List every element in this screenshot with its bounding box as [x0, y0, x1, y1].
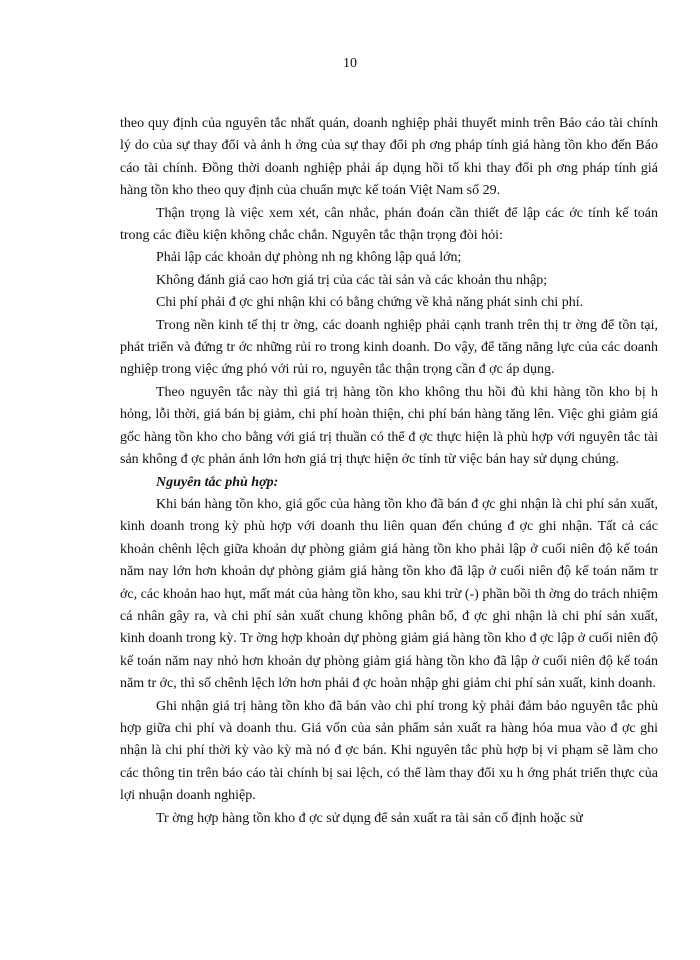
list-item: Phải lập các khoản dự phòng nh ng không lập quá lớn;: [156, 250, 462, 266]
paragraph: Theo nguyên tắc này thì giá trị hàng tồn kho không thu hồi đủ khi hàng tồn kho bị h hỏng, lỗi thời, giá bán bị giảm, chi phí hoàn thiện, chi phí bán hàng tăng lên. Việc ghi giảm giá gốc hàng tồn kho cho bằng với giá trị thuần có thể đ ợc thực hiện là phù hợp với nguyên tắc tài sản không đ ợc phản ánh lớn hơn giá trị thực hiện ớc tính từ việc bán hay sử dụng chúng.: [120, 384, 658, 468]
section-heading: Nguyên tắc phù hợp:: [156, 474, 279, 490]
paragraph: Khi bán hàng tồn kho, giá gốc của hàng tồn kho đã bán đ ợc ghi nhận là chi phí sản xuất, kinh doanh trong kỳ phù hợp với doanh thu liên quan đến chúng đ ợc ghi nhận. Tất cả các khoản chênh lệch giữa khoản dự phòng giảm giá hàng tồn kho phải lập ở cuối niên độ kế toán năm nay lớn hơn khoản dự phòng giảm giá hàng tồn kho đã lập ở cuối niên độ kế toán năm tr ớc, các khoản hao hụt, mất mát của hàng tồn kho, sau khi trừ (-) phần bồi th ờng do trách nhiệm cá nhân gây ra, và chi phí sản xuất chung không phân bổ, đ ợc ghi nhận là chi phí sản xuất, kinh doanh trong kỳ. Tr ờng hợp khoản dự phòng giảm giá hàng tồn kho đ ợc lập ở cuối niên độ kế toán năm nay nhỏ hơn khoản dự phòng giảm giá hàng tồn kho đã lập ở cuối niên độ kế toán năm tr ớc, thì số chênh lệch lớn hơn phải đ ợc hoàn nhập ghi giảm chi phí sản xuất, kinh doanh.: [120, 496, 658, 692]
page-number: 10: [343, 56, 357, 71]
list-item: Không đánh giá cao hơn giá trị của các tài sản và các khoản thu nhập;: [156, 272, 548, 288]
paragraph: Trong nền kinh tế thị tr ờng, các doanh nghiệp phải cạnh tranh trên thị tr ờng để tồn tại, phát triển và đứng tr ớc những rủi ro trong kinh doanh. Do vậy, để tăng năng lực của các doanh nghiệp trong việc ứng phó với rủi ro, nguyên tắc thận trọng cần đ ợc áp dụng.: [120, 317, 658, 378]
body-text: [120, 113, 658, 830]
paragraph: Thận trọng là việc xem xét, cân nhắc, phán đoán cần thiết để lập các ớc tính kế toán trong các điều kiện không chắc chắn. Nguyên tắc thận trọng đòi hỏi:: [120, 205, 658, 244]
paragraph: Ghi nhận giá trị hàng tồn kho đã bán vào chi phí trong kỳ phải đảm bảo nguyên tắc phù hợp giữa chi phí và doanh thu. Giá vốn của sản phẩm sản xuất ra hàng hóa mua vào đ ợc ghi nhận là chi phí thời kỳ vào kỳ mà nó đ ợc bán. Khi nguyên tắc phù hợp bị vi phạm sẽ làm cho các thông tin trên báo cáo tài chính bị sai lệch, có thể làm thay đổi xu h ớng phát triển thực của lợi nhuận doanh nghiệp.: [120, 698, 658, 804]
list-item: Chi phí phải đ ợc ghi nhận khi có bằng chứng về khả năng phát sinh chi phí.: [156, 295, 584, 311]
paragraph: Tr ờng hợp hàng tồn kho đ ợc sử dụng để sản xuất ra tài sản cố định hoặc sử: [156, 810, 583, 826]
paragraph: theo quy định của nguyên tắc nhất quán, doanh nghiệp phải thuyết minh trên Báo cáo tài chính lý do của sự thay đổi và ảnh h ởng của sự thay đổi ph ơng pháp tính giá hàng tồn kho đến Báo cáo tài chính. Đồng thời doanh nghiệp phải áp dụng hồi tố khi thay đổi ph ơng pháp tính giá hàng tồn kho theo quy định của chuẩn mực kế toán Việt Nam số 29.: [120, 116, 658, 199]
